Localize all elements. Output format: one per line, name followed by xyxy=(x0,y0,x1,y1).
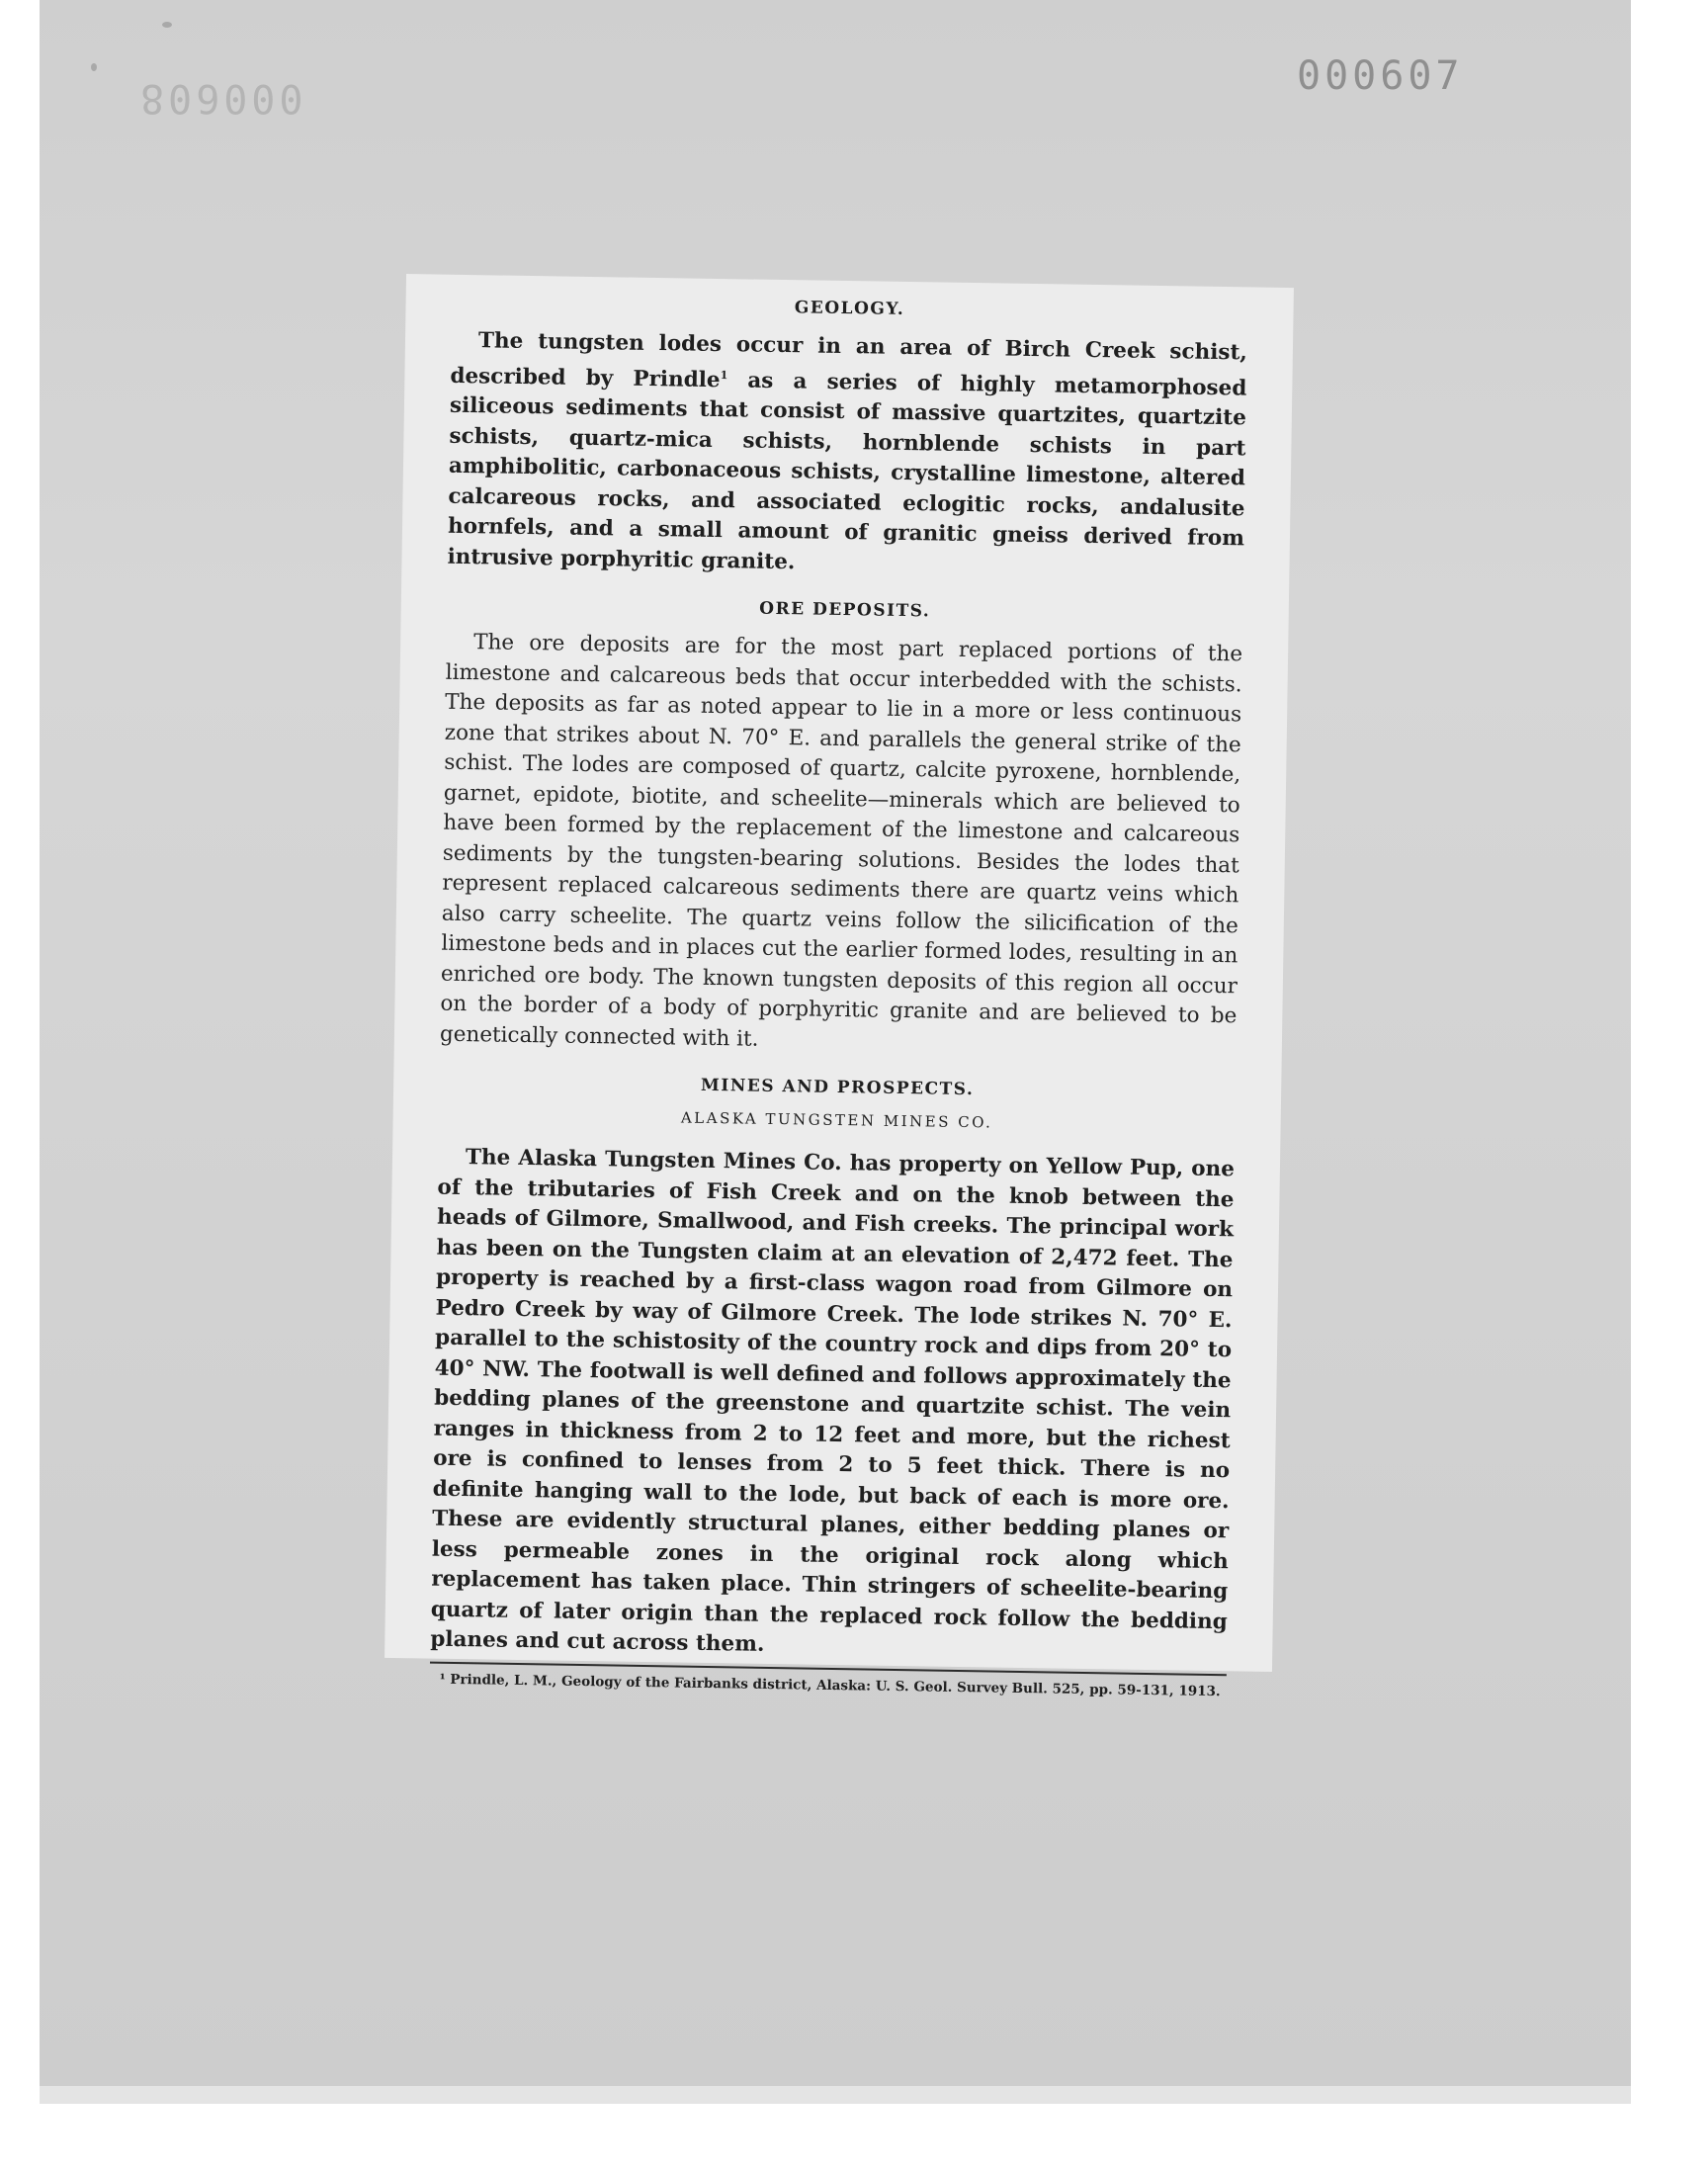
footnote: ¹ Prindle, L. M., Geology of the Fairbanks district, Alaska: U. S. Geol. Survey Bull. 525, pp. 59-131, 1913. xyxy=(439,1671,1221,1699)
scan-smudge xyxy=(162,22,172,28)
section-heading-geology: GEOLOGY. xyxy=(794,298,905,319)
mines-paragraph: The Alaska Tungsten Mines Co. has property on Yellow Pup, one of the tributaries of Fish Creek and on the knob between the heads of Gilmore, Smallwood, and Fish creeks. The principal work has been on the Tungsten claim at an elevation of 2,472 feet. The property is reached by a first-class wagon road from Gilmore on Pedro Creek by way of Gilmore Creek. The lode strikes N. 70° E. parallel to the schistosity of the country rock and dips from 20° to 40° NW. The footwall is well defined and follows approximately the bedding planes of the greenstone and quartzite schist. The vein ranges in thickness from 2 to 12 feet and more, but the richest ore is confined to lenses from 2 to 5 feet thick. There is no definite hanging wall to the lode, but back of each is more ore. These are evidently structural planes, either bedding planes or less permeable zones in the original rock along which replacement has taken place. Thin stringers of scheelite-bearing quartz of later origin than the replaced rock follow the bedding planes and cut across them. xyxy=(430,1145,1236,1658)
section-heading-ore-deposits: ORE DEPOSITS. xyxy=(759,598,931,622)
document-page xyxy=(384,274,1294,1699)
geology-paragraph xyxy=(447,326,1247,585)
scan-smudge xyxy=(91,63,97,71)
footnote-reference: 1 xyxy=(720,368,728,382)
subsection-heading-alaska-tungsten: ALASKA TUNGSTEN MINES CO. xyxy=(680,1108,993,1132)
page-stamp-right: 000607 xyxy=(1297,53,1464,99)
ore-deposits-paragraph: The ore deposits are for the most part replaced portions of the limestone and calcareous beds that occur interbedded with the schists. The deposits as far as noted appear to lie in a more or less continuous zone that strikes about N. 70° E. and parallels the general strike of the schist. The lodes are composed of quartz, calcite pyroxene, hornblende, garnet, epidote, biotite, and scheelite—minerals which are believed to have been formed by the replacement of the limestone and calcareous sediments by the tungsten-bearing solutions. Besides the lodes that represent replaced calcareous sediments there are quartz veins which also carry scheelite. The quartz veins follow the silicification of the limestone beds and in places cut the earlier formed lodes, resulting in an enriched ore body. The known tungsten deposits of this region all occur on the border of a body of porphyritic granite and are believed to be genetically connected with it. xyxy=(439,630,1243,1052)
geology-text-part-1: The tungsten lodes occur in an area of Birch Creek schist, described by Prindle xyxy=(450,328,1248,392)
page-stamp-left: 000608 xyxy=(136,75,303,121)
section-heading-mines: MINES AND PROSPECTS. xyxy=(700,1075,975,1100)
geology-text-part-2: as a series of highly metamorphosed siliceous sediments that consist of massive quartzites, quartzite schists, quartz-mica schists, hornblende schists in part amphibolitic, carbonaceous schists, crystalline limestone, altered calcareous rocks, and associated eclogitic rocks, andalusite hornfels, and a small amount of granitic gneiss derived from intrusive porphyritic granite. xyxy=(447,367,1247,574)
scan-bottom-edge xyxy=(40,2086,1631,2104)
